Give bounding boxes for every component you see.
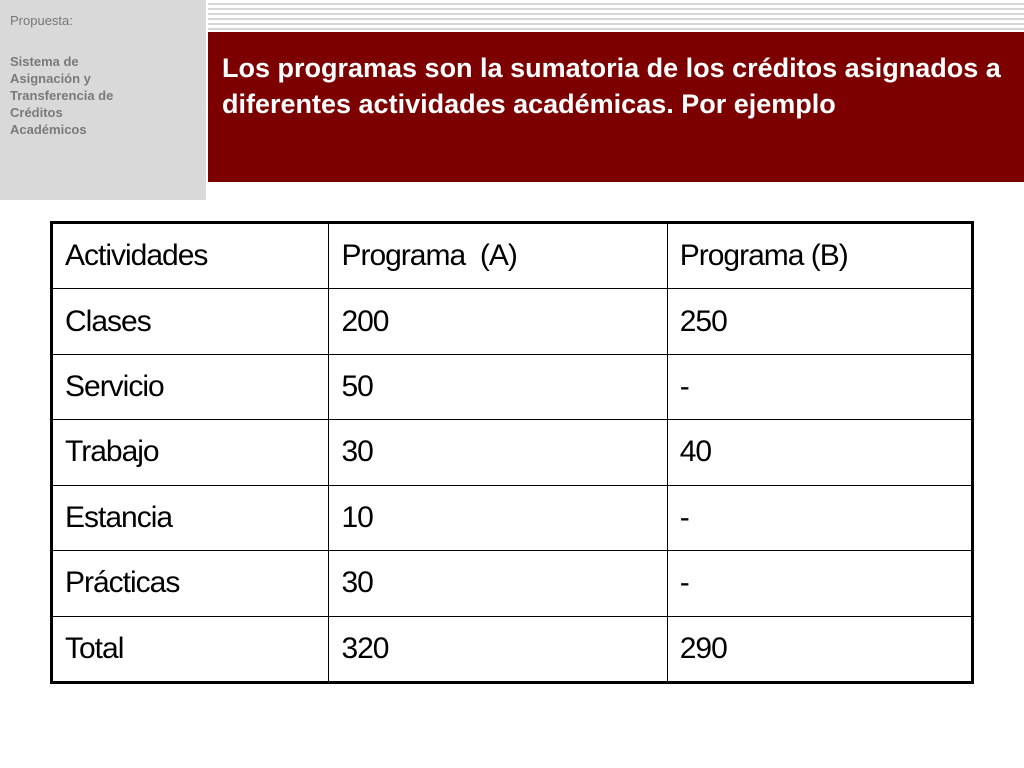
table-row-total <box>52 616 973 682</box>
sidebar-kicker: Propuesta: <box>10 13 73 28</box>
title-bar <box>208 32 1024 182</box>
table-cell-activity: Clases <box>52 289 329 354</box>
table-row <box>52 551 973 616</box>
header-cell-programa-b: Programa (B) <box>667 223 972 289</box>
table-cell-program-a: 320 <box>329 616 667 682</box>
header-cell-programa-a: Programa (A) <box>329 223 667 289</box>
table-cell-program-b: 250 <box>667 289 972 354</box>
table-header-row <box>52 223 973 289</box>
table-cell-program-b: - <box>667 551 972 616</box>
table-cell-program-a: 200 <box>329 289 667 354</box>
table-cell-activity: Estancia <box>52 485 329 550</box>
table-cell-activity: Total <box>52 616 329 682</box>
table-cell-program-b: 290 <box>667 616 972 682</box>
header-cell-actividades: Actividades <box>52 223 329 289</box>
table-row <box>52 289 973 354</box>
table-cell-program-b: 40 <box>667 420 972 485</box>
table-row <box>52 420 973 485</box>
slide-title: Los programas son la sumatoria de los créditos asignados a diferentes actividades académicas. Por ejemplo <box>222 53 1001 119</box>
sidebar-panel <box>0 0 206 200</box>
table-cell-program-a: 30 <box>329 551 667 616</box>
table-cell-activity: Trabajo <box>52 420 329 485</box>
table-cell-program-b: - <box>667 354 972 419</box>
table-cell-program-b: - <box>667 485 972 550</box>
table-cell-activity: Prácticas <box>52 551 329 616</box>
table-cell-program-a: 30 <box>329 420 667 485</box>
table-row <box>52 354 973 419</box>
table-row <box>52 485 973 550</box>
table-cell-activity: Servicio <box>52 354 329 419</box>
table-cell-program-a: 50 <box>329 354 667 419</box>
decorative-stripes <box>208 0 1024 30</box>
table-cell-program-a: 10 <box>329 485 667 550</box>
credits-table <box>50 221 974 684</box>
sidebar-subtitle: Sistema de Asignación y Transferencia de Créditos Académicos <box>10 54 114 137</box>
